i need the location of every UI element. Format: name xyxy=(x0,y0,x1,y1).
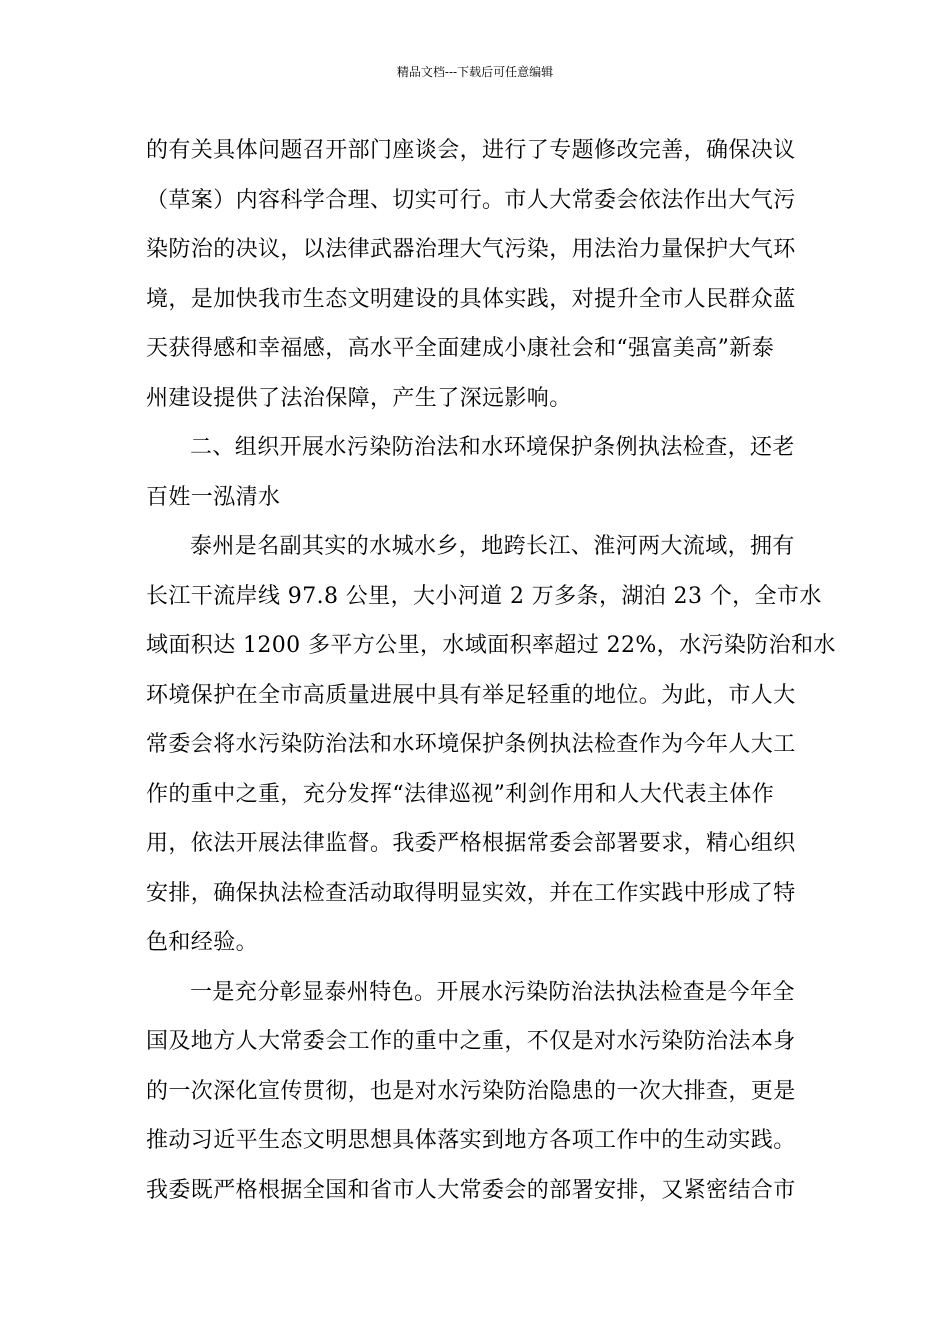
text-line: 国及地方人大常委会工作的重中之重，不仅是对水污染防治法本身 xyxy=(146,1029,796,1054)
text-line: 色和经验。 xyxy=(146,930,259,955)
text-line: 境，是加快我市生态文明建设的具体实践，对提升全市人民群众蓝 xyxy=(146,286,796,312)
text-line: （草案）内容科学合理、切实可行。市人大常委会依法作出大气污 xyxy=(146,187,796,213)
text-line: 长江干流岸线 97.8 公里，大小河道 2 万多条，湖泊 23 个，全市水 xyxy=(146,583,822,609)
text-line: 域面积达 1200 多平方公里，水域面积率超过 22%，水污染防治和水 xyxy=(146,633,836,658)
text-line: 推动习近平生态文明思想具体落实到地方各项工作中的生动实践。 xyxy=(146,1128,796,1153)
text-line: 常委会将水污染防治法和水环境保护条例执法检查作为今年人大工 xyxy=(146,732,796,757)
text-line: 一是充分彰显泰州特色。开展水污染防治法执法检查是今年全 xyxy=(190,979,795,1005)
text-line: 的一次深化宣传贯彻，也是对水污染防治隐患的一次大排查，更是 xyxy=(146,1078,796,1104)
text-line: 作的重中之重，充分发挥“法律巡视”利剑作用和人大代表主体作 xyxy=(146,781,775,807)
text-line: 泰州是名副其实的水城水乡，地跨长江、淮河两大流域，拥有 xyxy=(190,534,795,559)
text-line: 染防治的决议，以法律武器治理大气污染，用法治力量保护大气环 xyxy=(146,237,796,262)
text-line: 环境保护在全市高质量进展中具有举足轻重的地位。为此，市人大 xyxy=(146,682,796,708)
text-line: 用，依法开展法律监督。我委严格根据常委会部署要求，精心组织 xyxy=(146,831,796,856)
document-body xyxy=(146,126,836,1215)
text-line: 州建设提供了法治保障，产生了深远影响。 xyxy=(146,385,572,411)
text-line: 天获得感和幸福感，高水平全面建成小康社会和“强富美高”新泰 xyxy=(146,336,775,361)
text-line: 百姓一泓清水 xyxy=(146,484,281,510)
page-header: 精品文档---下载后可任意编辑 xyxy=(396,65,554,79)
text-line: 我委既严格根据全国和省市人大常委会的部署安排，又紧密结合市 xyxy=(146,1177,796,1203)
text-line: 二、组织开展水污染防治法和水环境保护条例执法检查，还老 xyxy=(190,435,795,460)
text-line: 安排，确保执法检查活动取得明显实效，并在工作实践中形成了特 xyxy=(146,880,796,906)
text-line: 的有关具体问题召开部门座谈会，进行了专题修改完善，确保决议 xyxy=(146,138,796,163)
